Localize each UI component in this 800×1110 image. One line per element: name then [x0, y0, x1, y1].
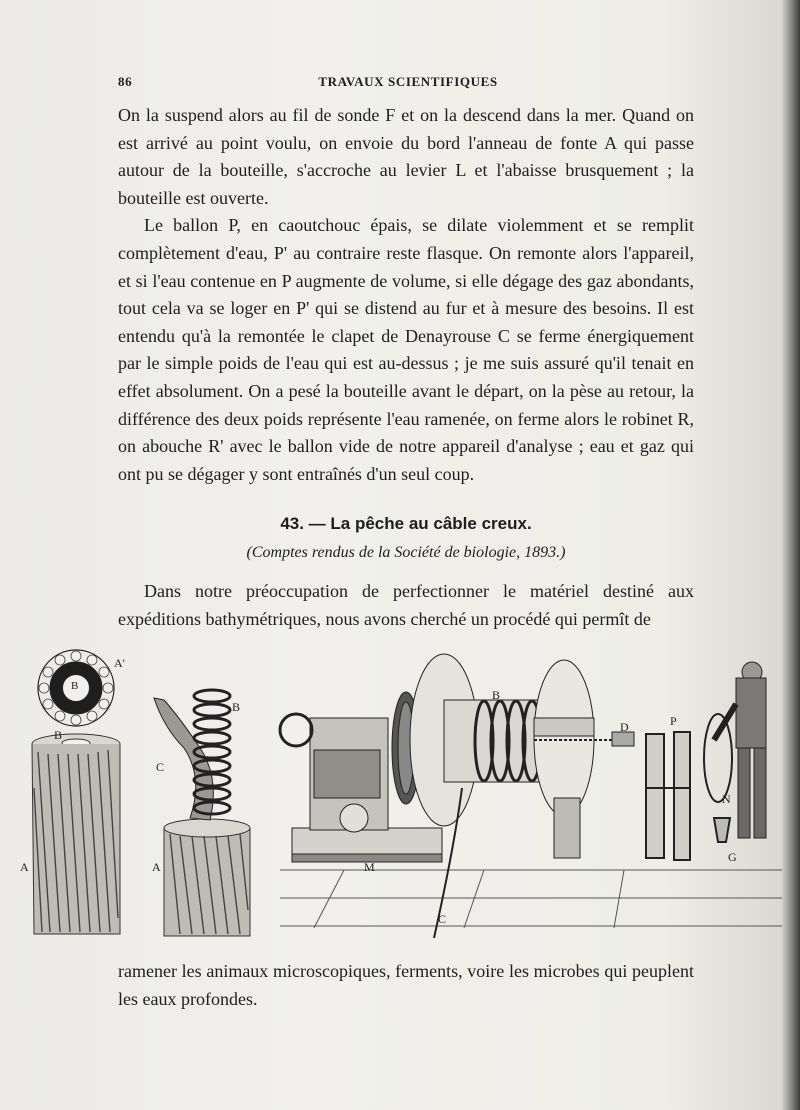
deck-floor — [280, 870, 784, 928]
label-n: N — [722, 792, 731, 806]
paragraph: Le ballon P, en caoutchouc épais, se dilate violemment et se remplit complètement d'eau, P' au contraire reste flasque. On remonte alors l'appareil, et si l'eau contenue en P augmente de volume, si elle dégage des gaz abondants, tout cela va se loger en P' qui se distend au fur et à mesure des besoins. Il est entendu qu'à la remontée le clapet de Denayrouse C se ferme énergiquement par le simple poids de l'eau qui est au-dessus ; je me suis assuré qu'il tenait en effet absolument. On a pesé la bouteille avant le départ, on la pèse au retour, la différence des deux poids représente l'eau ramenée, on ferme alors le robinet R, on abouche R' avec le ballon vide de notre appareil d'analyse ; eau et gaz qui ont pu se dégager y sont entraînés d'un seul coup. — [118, 215, 694, 484]
label-a-right: A — [152, 860, 161, 874]
label-a-left: A — [20, 860, 29, 874]
body-text-top — [118, 102, 694, 488]
page-header — [118, 74, 698, 96]
winch-drum — [410, 654, 594, 858]
label-m: M — [364, 860, 375, 874]
label-g: G — [728, 850, 737, 864]
winch-base — [292, 828, 442, 862]
paragraph: On la suspend alors au fil de sonde F et on la descend dans la mer. Quand on est arrivé au point voulu, on envoie du bord l'anneau de fonte A qui passe autour de la bouteille, s'accroche au levier L et l'abaisse brusquement ; la bouteille est ouverte. — [118, 105, 694, 208]
paragraph: ramener les animaux microscopiques, ferments, voire les microbes qui peuplent les eaux profondes. — [118, 961, 694, 1009]
page-edge-shadow — [782, 0, 800, 1110]
label-c-spiral: C — [156, 760, 165, 774]
page-number: 86 — [118, 74, 133, 89]
label-b-spiral: B — [232, 700, 241, 714]
label-c-cable: C — [438, 912, 447, 926]
label-d: D — [620, 720, 629, 734]
body-text-intro — [118, 578, 694, 633]
label-b-top: B — [54, 728, 63, 742]
hollow-cable-right — [154, 690, 250, 936]
operator-figure — [714, 662, 766, 838]
hollow-cable-left — [32, 734, 120, 934]
section-title: 43. — La pêche au câble creux. — [280, 514, 532, 533]
steam-engine — [280, 714, 388, 832]
running-title: TRAVAUX SCIENTIFIQUES — [318, 74, 498, 89]
label-b-winch: B — [492, 688, 501, 702]
section-citation: (Comptes rendus de la Société de biologie, 1893.) — [246, 544, 566, 561]
engraving-figure — [14, 648, 784, 948]
label-b-section: B — [71, 680, 79, 692]
label-a-prime: A' — [114, 656, 125, 670]
paragraph: Dans notre préoccupation de perfectionner le matériel destiné aux expéditions bathymétriques, nous avons cherché un procédé qui permît de — [118, 581, 694, 629]
engraving-illustration — [14, 648, 784, 948]
label-p: P — [670, 714, 677, 728]
body-text-end — [118, 958, 694, 1013]
